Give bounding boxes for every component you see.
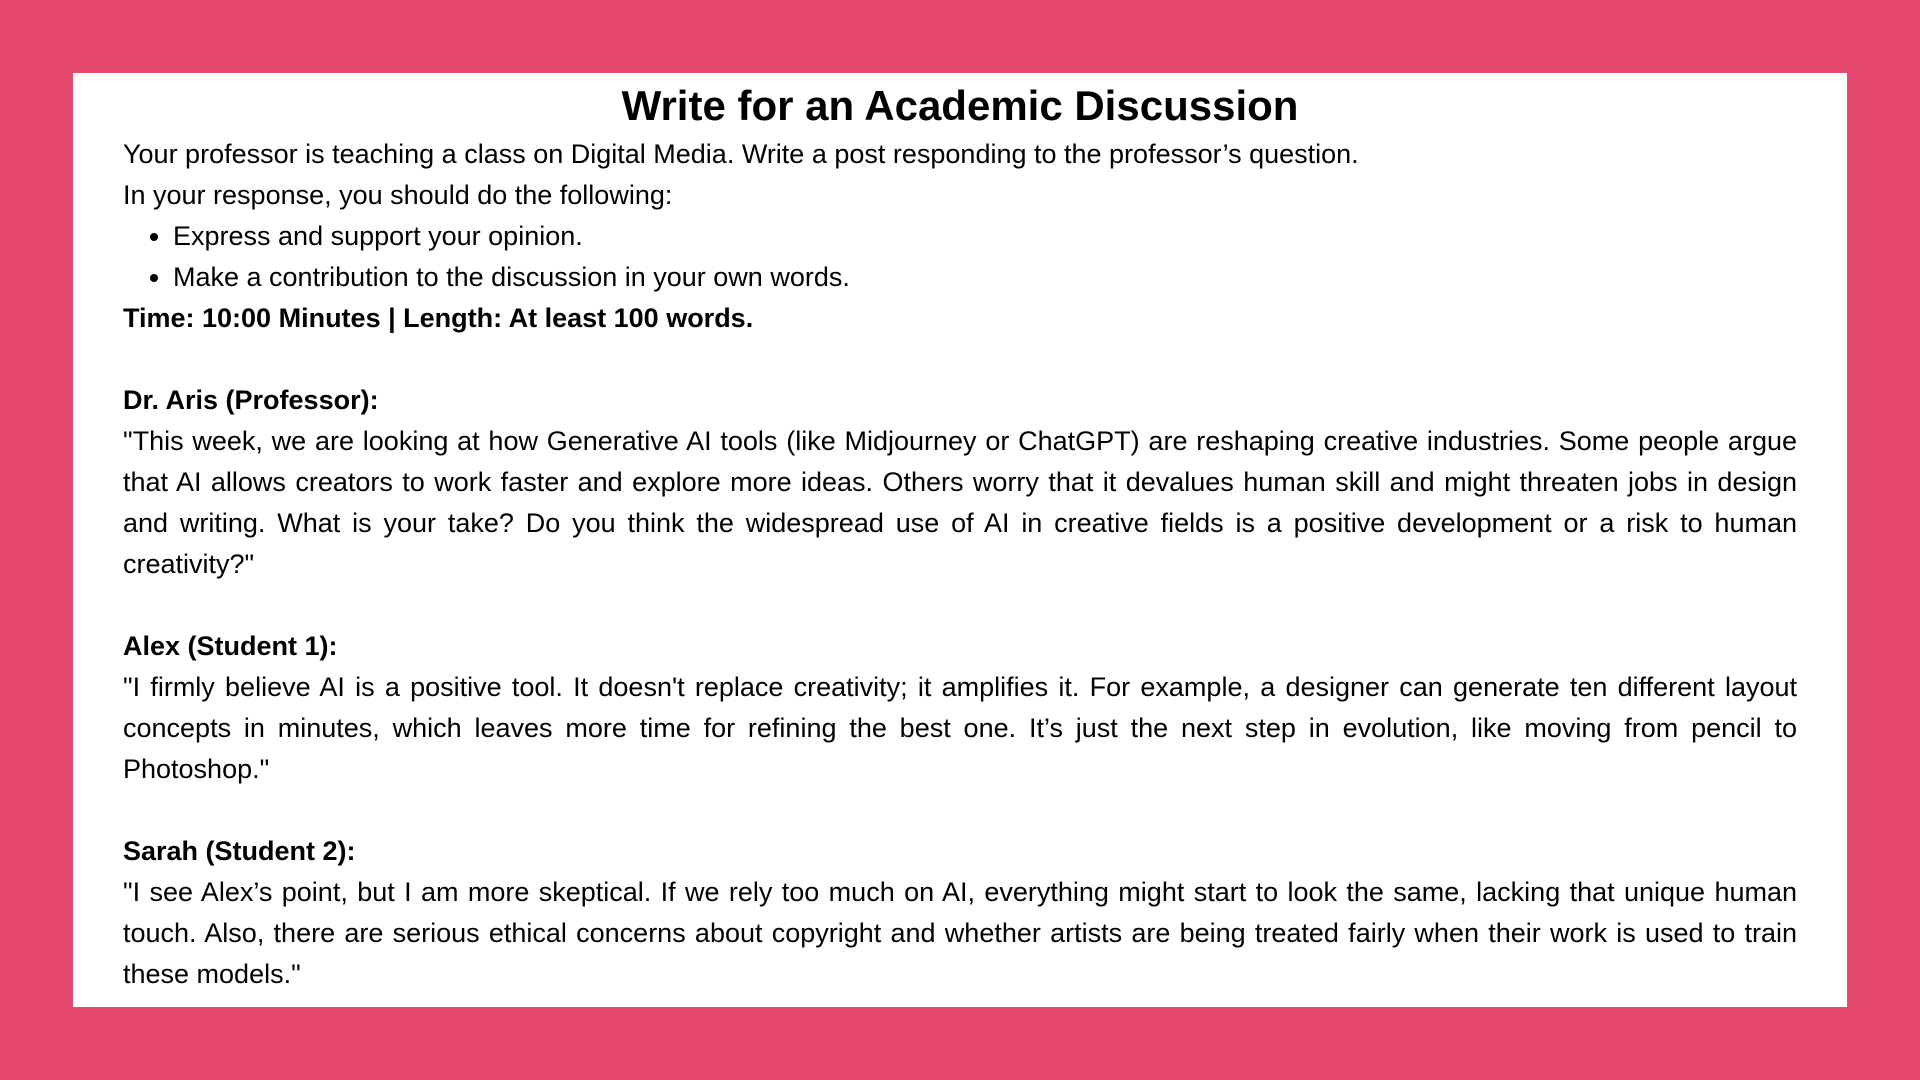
instructions-lead: In your response, you should do the following: (123, 180, 673, 211)
prompt-card (73, 73, 1847, 1007)
page-title: Write for an Academic Discussion (621, 82, 1299, 129)
post-speaker: Sarah (Student 2): (123, 836, 356, 867)
post-text: "I firmly believe AI is a positive tool. It doesn't replace creativity; it amplifies it. For example, a designer can generate ten different layout concepts in minutes, which leaves more time for refining the best one. It’s just the next step in evolution, like moving from pencil to Photoshop." (123, 672, 1797, 785)
post-student-1 (123, 626, 1797, 790)
task-item: • Make a contribution to the discussion in your own words. (173, 257, 1797, 298)
task-item: • Express and support your opinion. (173, 216, 1797, 257)
post-student-2 (123, 831, 1797, 995)
post-professor (123, 380, 1797, 585)
spacer (123, 585, 1797, 626)
task-list (123, 216, 1797, 298)
spacer (123, 790, 1797, 831)
post-text: "I see Alex’s point, but I am more skeptical. If we rely too much on AI, everything might start to look the same, lacking that unique human touch. Also, there are serious ethical concerns about copyright and whether artists are being treated fairly when their work is used to train these models." (123, 877, 1797, 990)
spacer (123, 339, 1797, 380)
post-speaker: Dr. Aris (Professor): (123, 385, 379, 416)
intro-text: Your professor is teaching a class on Digital Media. Write a post responding to the professor’s question. (123, 139, 1359, 170)
post-text: "This week, we are looking at how Generative AI tools (like Midjourney or ChatGPT) are reshaping creative industries. Some people argue that AI allows creators to work faster and explore more ideas. Others worry that it devalues human skill and might threaten jobs in design and writing. What is your take? Do you think the widespread use of AI in creative fields is a positive development or a risk to human creativity?" (123, 426, 1797, 580)
time-length-info: Time: 10:00 Minutes | Length: At least 100 words. (123, 303, 754, 334)
post-speaker: Alex (Student 1): (123, 631, 338, 662)
